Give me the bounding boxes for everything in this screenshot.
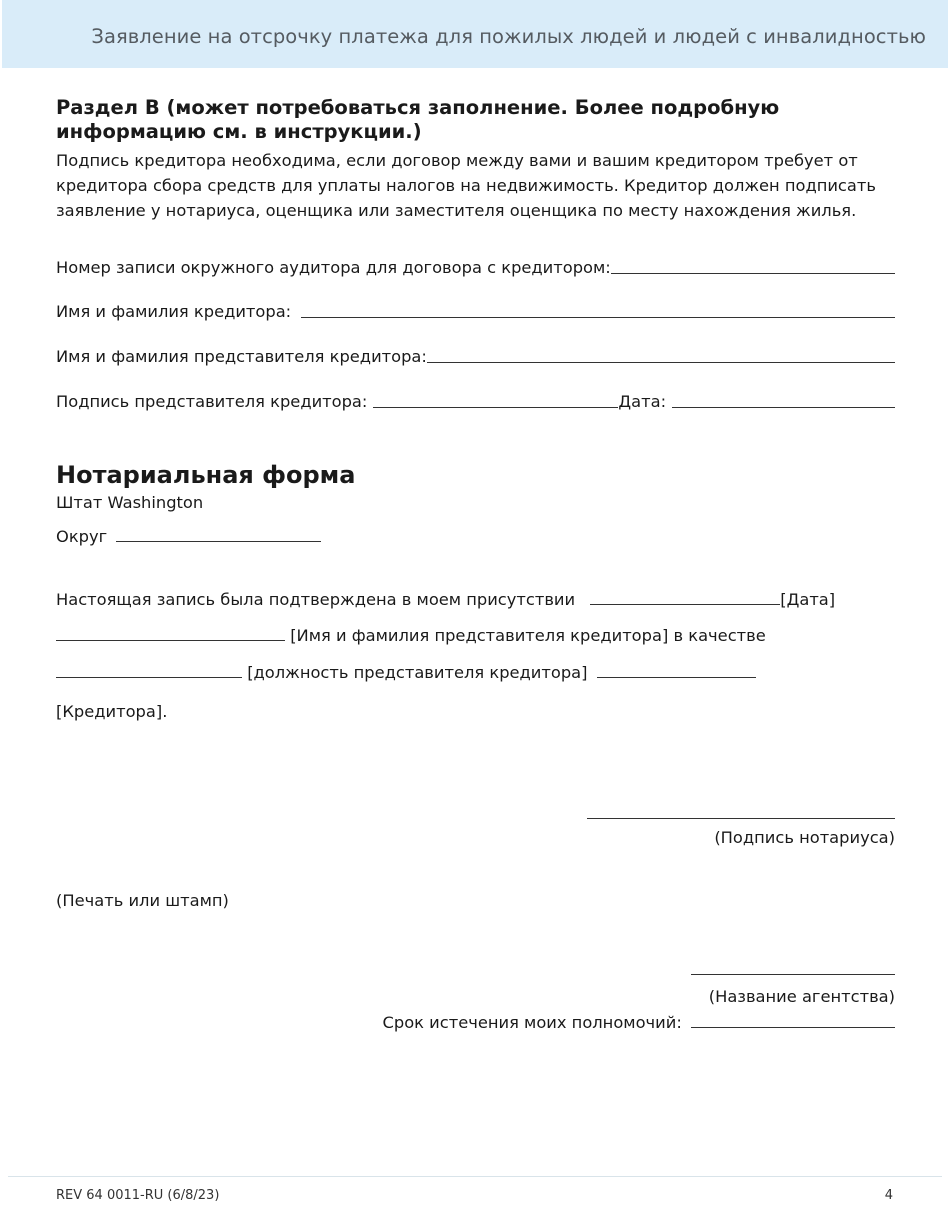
lender-rep-signature-line[interactable] [373, 393, 618, 408]
footer-divider [8, 1176, 942, 1177]
notary-form-title: Нотариальная форма [56, 461, 356, 489]
record-number-line[interactable] [611, 259, 895, 274]
form-id: REV 64 0011-RU (6/8/23) [56, 1188, 220, 1203]
record-number-label: Номер записи окружного аудитора для договора с кредитором: [56, 258, 611, 277]
notary-state: Штат Washington [56, 493, 204, 512]
rep-name-line[interactable] [56, 626, 285, 641]
notary-line-3 [56, 663, 756, 682]
commission-expires-line[interactable] [691, 1013, 895, 1028]
notary-line-1 [56, 590, 835, 609]
lender-name-field[interactable] [56, 302, 895, 321]
page-number: 4 [884, 1188, 893, 1203]
rep-title-line[interactable] [56, 663, 242, 678]
rep-title-text: [должность представителя кредитора] [247, 663, 588, 682]
acknowledged-text: Настоящая запись была подтверждена в моем присутствии [56, 590, 576, 609]
acknowledged-date-line[interactable] [590, 590, 780, 605]
county-line[interactable] [116, 527, 321, 542]
form-header [2, 0, 948, 68]
county-label: Округ [56, 527, 108, 546]
lender-rep-name-field[interactable] [56, 347, 895, 366]
lender-rep-name-label: Имя и фамилия представителя кредитора: [56, 347, 427, 366]
notary-signature-line[interactable] [587, 804, 895, 819]
lender-text: [Кредитора]. [56, 702, 168, 721]
section-b-title: Раздел B (может потребоваться заполнение. Более подробную информацию см. в инструкции.) [56, 96, 780, 143]
lender-rep-signature-label: Подпись представителя кредитора: [56, 392, 368, 411]
agency-name-label: (Название агентства) [708, 987, 895, 1006]
date-line[interactable] [672, 393, 895, 408]
record-number-field[interactable] [56, 258, 895, 277]
notary-line-2 [56, 626, 766, 645]
lender-rep-signature-field[interactable] [56, 392, 895, 411]
date-placeholder: [Дата] [780, 590, 836, 609]
commission-expires-label: Срок истечения моих полномочий: [382, 1013, 682, 1032]
county-field[interactable] [56, 527, 321, 546]
section-b-intro: Подпись кредитора необходима, если договор между вами и вашим кредитором требует от кредитора сбора средств для уплаты налогов на недвижимость. Кредитор должен подписать заявление у нотариуса, оценщика или заместителя оценщика по месту нахождения жилья. [56, 151, 876, 220]
rep-name-text: [Имя и фамилия представителя кредитора] в качестве [290, 626, 766, 645]
date-label: Дата: [618, 392, 667, 411]
commission-expires-field[interactable] [383, 1013, 896, 1032]
lender-name-label: Имя и фамилия кредитора: [56, 302, 292, 321]
lender-rep-name-line[interactable] [427, 348, 895, 363]
agency-name-line[interactable] [691, 960, 895, 975]
seal-label: (Печать или штамп) [56, 891, 229, 910]
lender-line[interactable] [597, 663, 756, 678]
form-title: Заявление на отсрочку платежа для пожилых людей и людей с инвалидностью [91, 25, 926, 48]
lender-name-line[interactable] [301, 303, 895, 318]
notary-signature-label: (Подпись нотариуса) [714, 828, 895, 847]
